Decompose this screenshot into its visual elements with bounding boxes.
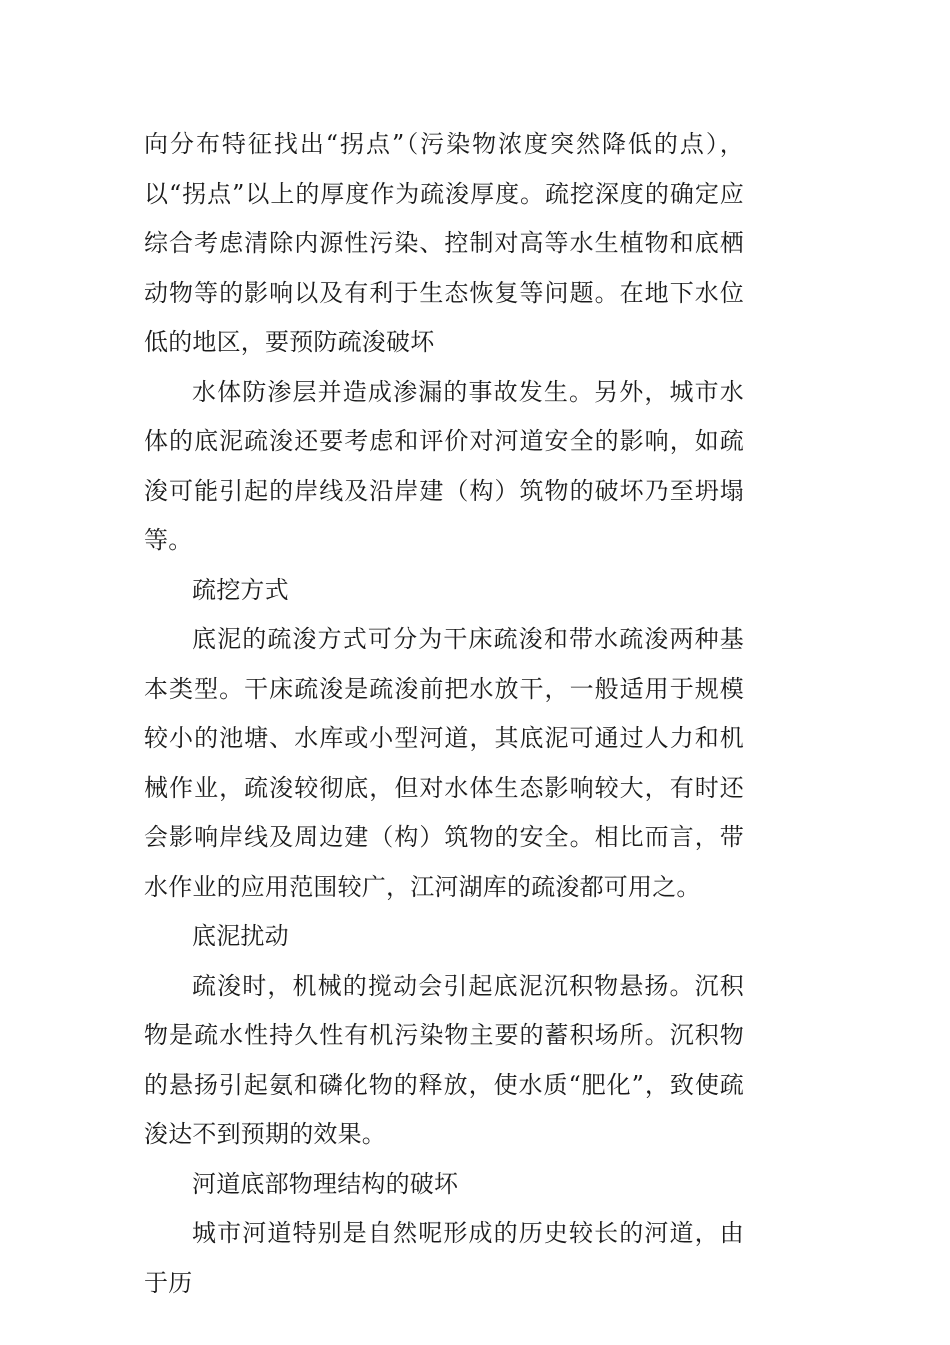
paragraph-3: 底泥的疏浚方式可分为干床疏浚和带水疏浚两种基本类型。干床疏浚是疏浚前把水放干，一般适用于规模较小的池塘、水库或小型河道，其底泥可通过人力和机械作业，疏浚较彻底，但对水体生态影响较大，有时还会影响岸线及周边建（构）筑物的安全。相比而言，带水作业的应用范围较广，江河湖库的疏浚都可用之。	[144, 625, 744, 901]
paragraph-5: 城市河道特别是自然呢形成的历史较长的河道，由于历	[144, 1219, 744, 1297]
paragraph-2: 水体防渗层并造成渗漏的事故发生。另外，城市水体的底泥疏浚还要考虑和评价对河道安全的影响，如疏浚可能引起的岸线及沿岸建（构）筑物的破坏乃至坍塌等。	[144, 377, 744, 554]
paragraph-1: 向分布特征找出“拐点”（污染物浓度突然降低的点），以“拐点”以上的厚度作为疏浚厚度。疏挖深度的确定应综合考虑清除内源性污染、控制对高等水生植物和底栖动物等的影响以及有利于生态恢复等问题。在地下水位低的地区，要预防疏浚破坏	[144, 130, 744, 356]
section-heading-dredging-method: 疏挖方式	[192, 575, 289, 604]
section-heading-sediment-disturbance: 底泥扰动	[192, 922, 289, 950]
document-body	[144, 120, 744, 1308]
paragraph-4: 疏浚时，机械的搅动会引起底泥沉积物悬扬。沉积物是疏水性持久性有机污染物主要的蓄积场所。沉积物的悬扬引起氨和磷化物的释放，使水质“肥化”，致使疏浚达不到预期的效果。	[144, 971, 744, 1148]
section-heading-riverbed-structure-damage: 河道底部物理结构的破坏	[192, 1169, 459, 1198]
